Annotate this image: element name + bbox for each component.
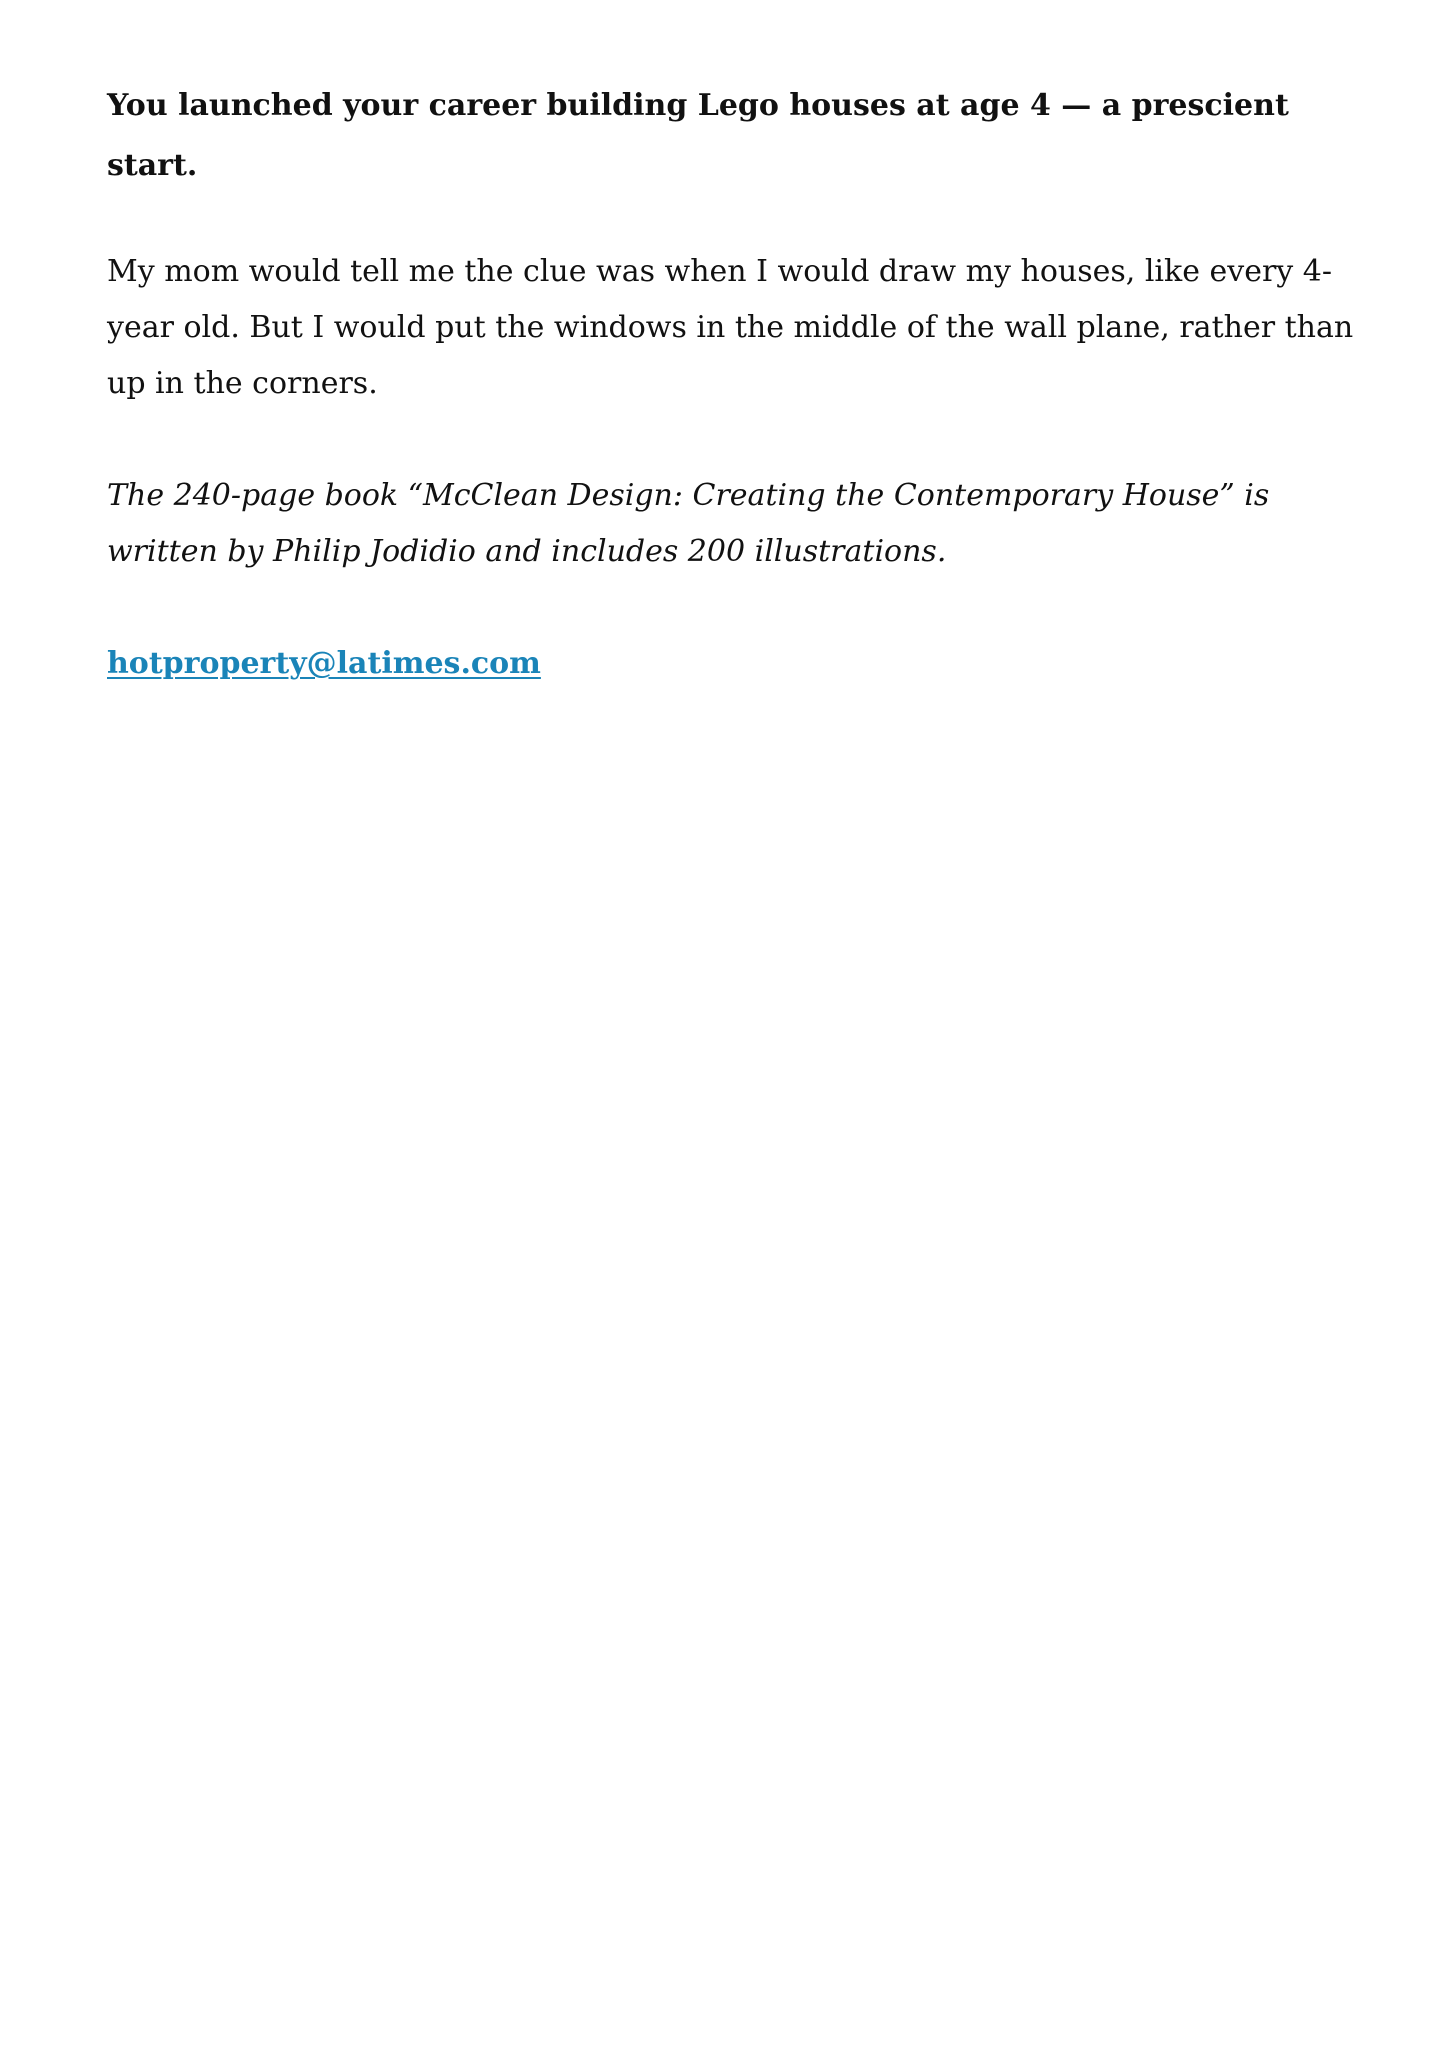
contact-email-link[interactable]: hotproperty@latimes.com [107,646,541,681]
interview-question: You launched your career building Lego houses at age 4 — a prescient start. [107,88,1289,183]
contact-line [107,636,1357,692]
book-note: The 240-page book “McClean Design: Creating the Contemporary House” is written by Philip Jodidio and includes 200 illustrations. [107,478,1270,569]
article-page [107,76,1357,692]
interview-answer: My mom would tell me the clue was when I would draw my houses, like every 4-year old. But I would put the windows in the middle of the wall plane, rather than up in the corners. [107,254,1354,401]
